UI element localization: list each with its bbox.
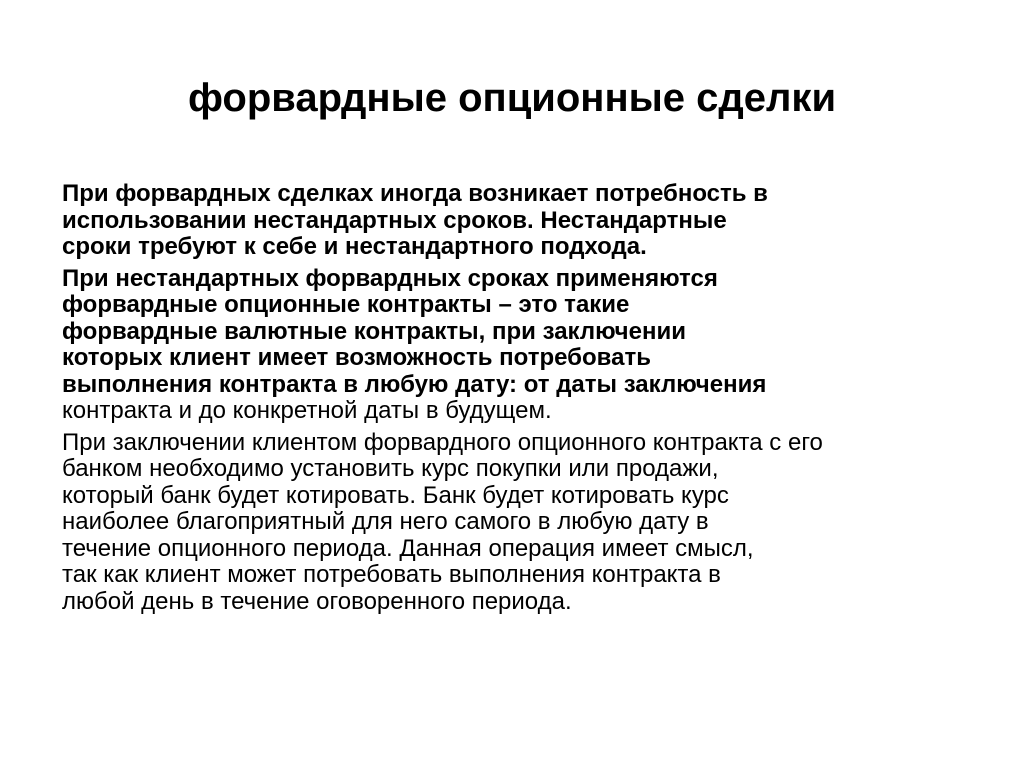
paragraph-3	[62, 430, 962, 616]
paragraph-2	[62, 266, 962, 425]
text-line: сроки требуют к себе и нестандартного подхода.	[62, 233, 647, 260]
text-line: При нестандартных форвардных сроках применяются	[62, 264, 718, 292]
text-line: выполнения контракта в любую дату: от даты заключения	[62, 370, 767, 398]
slide-title: форвардные опционные сделки	[187, 76, 837, 120]
text-line: контракта и до конкретной даты в будущем.	[62, 397, 552, 424]
text-line: так как клиент может потребовать выполнения контракта в	[62, 561, 721, 588]
text-line: банком необходимо установить курс покупки или продажи,	[62, 455, 719, 482]
text-line: При заключении клиентом форвардного опционного контракта с его	[62, 428, 823, 456]
text-line: любой день в течение оговоренного периода.	[62, 587, 572, 615]
slide-body	[62, 181, 962, 620]
text-line: форвардные валютные контракты, при заключении	[62, 317, 686, 345]
text-line: которых клиент имеет возможность потребовать	[62, 344, 651, 371]
text-line: использовании нестандартных сроков. Нестандартные	[62, 206, 727, 234]
text-line: который банк будет котировать. Банк будет котировать курс	[62, 481, 729, 509]
text-line: течение опционного периода. Данная операция имеет смысл,	[62, 534, 754, 562]
text-line: форвардные опционные контракты – это такие	[62, 291, 630, 318]
paragraph-1	[62, 181, 962, 261]
text-line: При форвардных сделках иногда возникает потребность в	[62, 180, 768, 207]
text-line: наиболее благоприятный для него самого в любую дату в	[62, 508, 709, 535]
